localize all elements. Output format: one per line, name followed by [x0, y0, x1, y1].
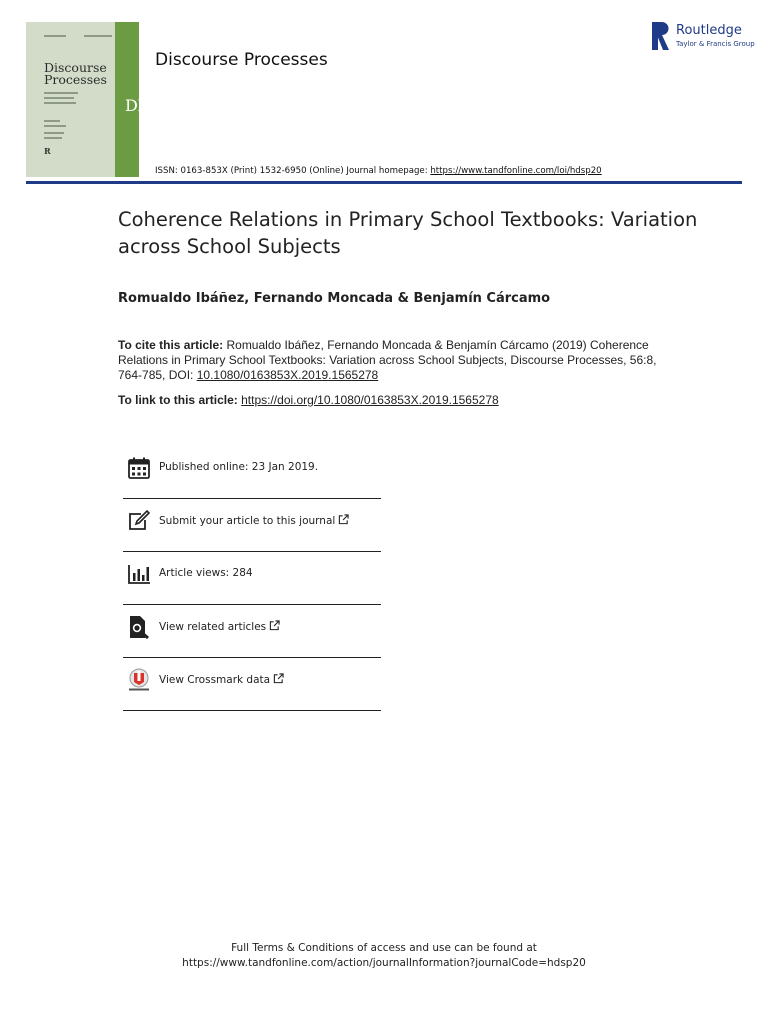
cite-label: To cite this article: [118, 338, 224, 352]
publisher-name: Routledge [676, 23, 742, 38]
footer-terms-link[interactable]: https://www.tandfonline.com/action/journalInformation?journalCode=hdsp20 [182, 957, 586, 969]
related-articles-link[interactable]: View related articles [159, 621, 267, 633]
published-row [123, 446, 381, 499]
article-info-list [123, 446, 381, 711]
crossmark-row[interactable] [123, 658, 381, 711]
article-doi-link[interactable]: https://doi.org/10.1080/0163853X.2019.1565278 [241, 393, 499, 407]
calendar-icon [127, 456, 151, 480]
routledge-logo-icon [652, 22, 670, 50]
publisher-logo[interactable] [652, 20, 755, 52]
publisher-group: Taylor & Francis Group [676, 40, 755, 48]
issn-line [155, 166, 602, 176]
external-link-icon [273, 673, 284, 684]
external-link-icon [338, 514, 349, 525]
published-date: Published online: 23 Jan 2019. [159, 461, 319, 473]
submit-article-row[interactable] [123, 499, 381, 552]
footer [0, 941, 768, 971]
journal-homepage-link[interactable]: https://www.tandfonline.com/loi/hdsp20 [430, 166, 602, 176]
related-articles-row[interactable] [123, 605, 381, 658]
article-authors: Romualdo Ibáñez, Fernando Moncada & Benjamín Cárcamo [118, 291, 551, 306]
search-document-icon [127, 615, 151, 639]
bar-chart-icon [127, 562, 151, 586]
cite-text: Romualdo Ibáñez, Fernando Moncada & Benjamín Cárcamo (2019) Coherence Relations in Primary School Textbooks: Variation across School Subjects, Discourse Processes, 56:8, 764-785, DOI: [118, 338, 657, 382]
issn-text: ISSN: 0163-853X (Print) 1532-6950 (Online) Journal homepage: [155, 166, 431, 176]
journal-name[interactable]: Discourse Processes [155, 50, 328, 70]
edit-icon [127, 509, 151, 533]
submit-article-link[interactable]: Submit your article to this journal [159, 515, 336, 527]
article-title: Coherence Relations in Primary School Textbooks: Variation across School Subjects [118, 208, 698, 258]
footer-terms-text: Full Terms & Conditions of access and use can be found at [231, 942, 537, 954]
article-views-count: Article views: 284 [159, 567, 253, 579]
crossmark-icon [127, 668, 151, 692]
external-link-icon [269, 620, 280, 631]
cover-initials: DP [125, 96, 148, 115]
article-views-row [123, 552, 381, 605]
cover-publisher-logo: R [44, 146, 51, 156]
citation-block [118, 338, 678, 383]
article-link-line [118, 393, 499, 407]
cite-doi-link[interactable]: 10.1080/0163853X.2019.1565278 [196, 368, 379, 382]
link-label: To link to this article: [118, 393, 242, 407]
crossmark-link[interactable]: View Crossmark data [159, 674, 271, 686]
header-rule [26, 181, 742, 184]
journal-cover-thumbnail [26, 22, 148, 177]
cover-title: Discourse Processes [44, 60, 107, 87]
